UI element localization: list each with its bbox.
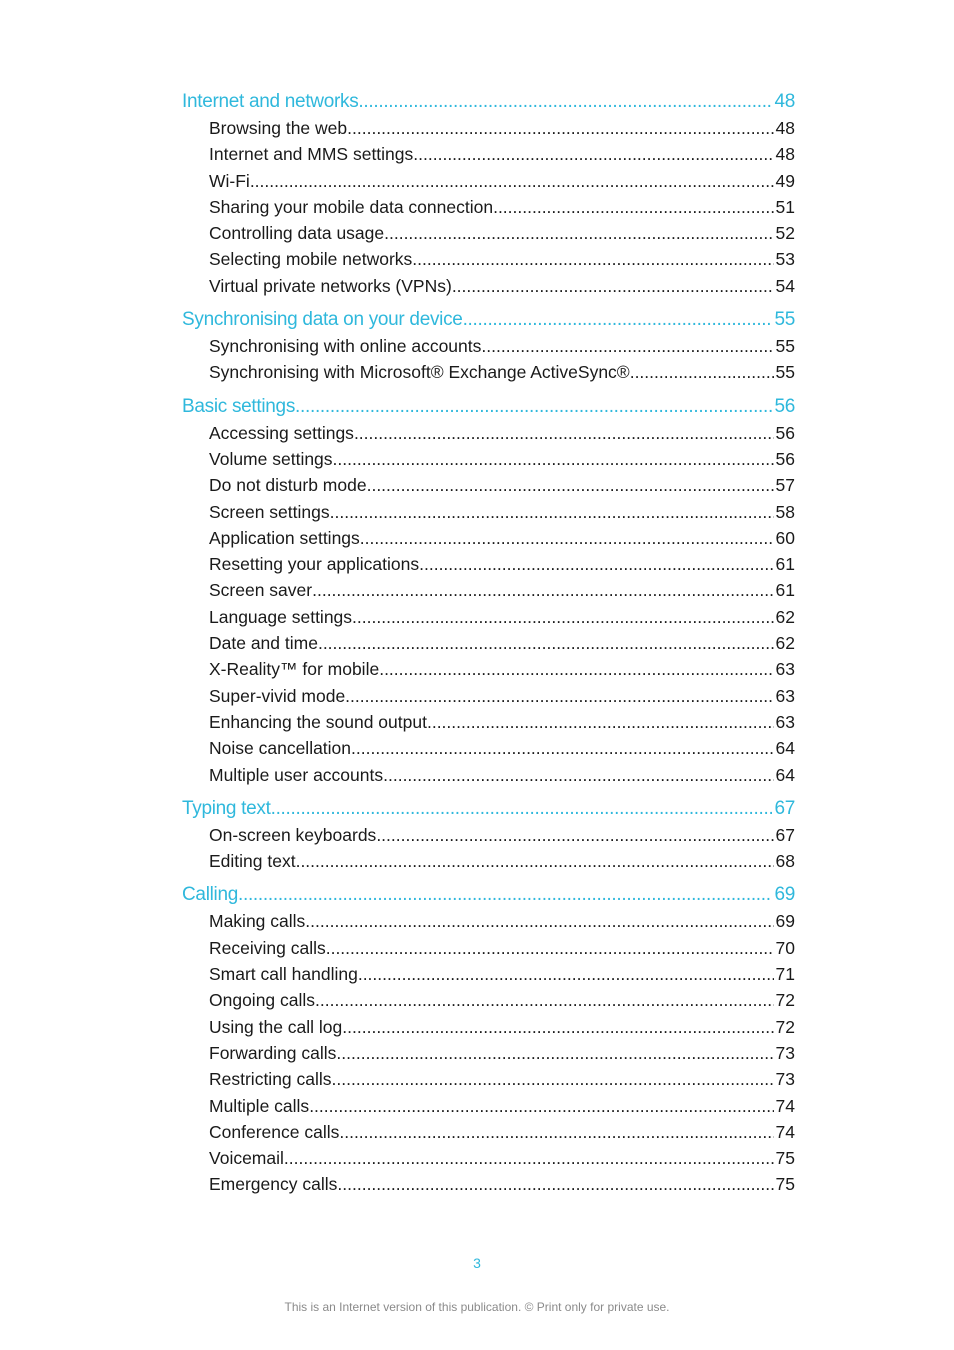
toc-entry-title: Sharing your mobile data connection	[209, 196, 494, 217]
toc-chapter-link[interactable]	[182, 795, 795, 822]
toc-entry-page: 48	[775, 144, 795, 165]
toc-entry-title: Controlling data usage	[209, 223, 385, 244]
dot-leader	[452, 273, 774, 299]
dot-leader	[332, 1066, 774, 1092]
dot-leader	[630, 359, 774, 385]
toc-chapter-title: Internet and networks	[182, 91, 359, 112]
dot-leader	[284, 1145, 774, 1171]
dot-leader	[412, 246, 773, 272]
dot-leader	[358, 88, 772, 115]
toc-entry-title: Synchronising with online accounts	[209, 336, 482, 357]
toc-entry-link[interactable]	[182, 908, 795, 934]
toc-entry-title: Accessing settings	[209, 422, 354, 443]
toc-chapter-title: Typing text	[182, 797, 271, 819]
toc-entry-page: 53	[775, 249, 795, 270]
dot-leader	[351, 735, 774, 761]
dot-leader	[347, 115, 773, 141]
toc-entry-page: 48	[775, 118, 795, 138]
toc-entry-page: 56	[775, 448, 795, 469]
dot-leader	[238, 881, 772, 908]
toc-entry-link[interactable]	[182, 246, 795, 272]
dot-leader	[312, 577, 773, 603]
dot-leader	[352, 604, 773, 630]
toc-entry-title: Multiple user accounts	[209, 764, 384, 785]
toc-entry-link[interactable]	[182, 359, 795, 385]
toc-entry-link[interactable]	[182, 656, 795, 682]
toc-entry-link[interactable]	[182, 735, 795, 761]
dot-leader	[250, 168, 774, 194]
dot-leader	[354, 420, 774, 446]
toc-entry-title: Ongoing calls	[209, 990, 316, 1011]
dot-leader	[360, 525, 774, 551]
toc-entry-title: Volume settings	[209, 448, 333, 469]
toc-entry-link[interactable]	[182, 525, 795, 551]
dot-leader	[315, 987, 773, 1013]
toc-section	[182, 88, 795, 299]
toc-chapter-page: 67	[774, 797, 795, 819]
dot-leader	[345, 683, 773, 709]
toc-section	[182, 393, 795, 788]
toc-entry-title: Using the call log	[209, 1016, 343, 1037]
toc-entry-page: 55	[775, 336, 795, 357]
toc-entry-page: 64	[775, 764, 795, 785]
toc-entry-link[interactable]	[182, 987, 795, 1013]
toc-chapter-link[interactable]	[182, 88, 795, 115]
toc-entry-title: Do not disturb mode	[209, 475, 367, 496]
toc-chapter-link[interactable]	[182, 393, 795, 420]
toc-entry-title: Making calls	[209, 911, 306, 932]
toc-entry-page: 73	[775, 1069, 795, 1090]
page-number: 3	[473, 1255, 481, 1271]
toc-entry-title: On-screen keyboards	[209, 824, 377, 845]
toc-entry-page: 61	[775, 554, 795, 575]
dot-leader	[336, 1040, 773, 1066]
toc-chapter-title: Basic settings	[182, 395, 296, 417]
table-of-contents	[182, 88, 795, 1205]
toc-entry-link[interactable]	[182, 604, 795, 630]
toc-entry-link[interactable]	[182, 472, 795, 498]
toc-entry-title: Date and time	[209, 633, 318, 654]
toc-entry-title: Super-vivid mode	[209, 685, 346, 706]
toc-chapter-page: 55	[774, 309, 795, 331]
toc-chapter-link[interactable]	[182, 881, 795, 908]
toc-entry-page: 64	[775, 738, 795, 759]
toc-entry-link[interactable]	[182, 1066, 795, 1092]
toc-entry-link[interactable]	[182, 551, 795, 577]
toc-entry-page: 61	[775, 580, 795, 601]
toc-entry-link[interactable]	[182, 499, 795, 525]
dot-leader	[295, 393, 772, 420]
toc-entry-page: 60	[775, 527, 795, 548]
toc-entry-page: 69	[775, 911, 795, 932]
toc-entry-page: 57	[775, 475, 795, 496]
toc-entry-link[interactable]	[182, 141, 795, 167]
dot-leader	[333, 446, 774, 472]
toc-entry-link[interactable]	[182, 630, 795, 656]
toc-entry-title: Browsing the web	[209, 118, 348, 138]
toc-entry-title: Multiple calls	[209, 1095, 310, 1116]
toc-section	[182, 795, 795, 875]
dot-leader	[384, 220, 773, 246]
toc-entry-title: Application settings	[209, 527, 360, 548]
toc-chapter-title: Synchronising data on your device	[182, 309, 463, 331]
toc-chapter-title: Calling	[182, 884, 238, 906]
toc-entry-page: 49	[775, 170, 795, 191]
toc-entry-title: Editing text	[209, 851, 296, 872]
toc-chapter-page: 69	[774, 884, 795, 906]
toc-entry-title: Emergency calls	[209, 1174, 338, 1195]
toc-entry-title: Restricting calls	[209, 1069, 332, 1090]
dot-leader	[305, 908, 773, 934]
toc-entry-link[interactable]	[182, 848, 795, 874]
dot-leader	[463, 306, 773, 333]
toc-entry-title: Screen saver	[209, 580, 313, 601]
dot-leader	[379, 656, 773, 682]
toc-entry-title: Voicemail	[209, 1148, 284, 1169]
dot-leader	[419, 551, 773, 577]
toc-entry-title: Screen settings	[209, 501, 330, 522]
dot-leader	[296, 848, 774, 874]
dot-leader	[383, 762, 773, 788]
toc-entry-page: 62	[775, 606, 795, 627]
toc-entry-page: 55	[775, 362, 795, 383]
toc-entry-link[interactable]	[182, 709, 795, 735]
toc-entry-link[interactable]	[182, 1145, 795, 1171]
dot-leader	[326, 935, 774, 961]
toc-entry-title: X-Reality™ for mobile	[209, 659, 380, 680]
toc-entry-link[interactable]	[182, 935, 795, 961]
toc-entry-title: Forwarding calls	[209, 1042, 337, 1063]
dot-leader	[337, 1171, 773, 1197]
toc-entry-page: 63	[775, 711, 795, 732]
toc-entry-title: Receiving calls	[209, 937, 326, 958]
toc-entry-title: Synchronising with Microsoft® Exchange ActiveSync®	[209, 362, 630, 383]
toc-entry-page: 72	[775, 1016, 795, 1037]
dot-leader	[481, 333, 773, 359]
toc-entry-link[interactable]	[182, 333, 795, 359]
toc-entry-link[interactable]	[182, 1040, 795, 1066]
toc-entry-link[interactable]	[182, 762, 795, 788]
toc-entry-link[interactable]	[182, 194, 795, 220]
toc-chapter-link[interactable]	[182, 306, 795, 333]
toc-entry-page: 71	[775, 964, 795, 985]
toc-entry-title: Resetting your applications	[209, 554, 420, 575]
toc-entry-link[interactable]	[182, 420, 795, 446]
toc-entry-page: 70	[775, 937, 795, 958]
dot-leader	[427, 709, 774, 735]
dot-leader	[376, 822, 773, 848]
dot-leader	[330, 499, 774, 525]
toc-entry-page: 74	[775, 1121, 795, 1142]
toc-entry-title: Internet and MMS settings	[209, 144, 414, 165]
toc-entry-page: 72	[775, 990, 795, 1011]
toc-entry-link[interactable]	[182, 273, 795, 299]
dot-leader	[271, 795, 773, 822]
dot-leader	[318, 630, 774, 656]
dot-leader	[339, 1119, 773, 1145]
toc-entry-title: Selecting mobile networks	[209, 249, 413, 270]
dot-leader	[358, 961, 774, 987]
toc-entry-link[interactable]	[182, 1171, 795, 1197]
toc-entry-link[interactable]	[182, 220, 795, 246]
dot-leader	[367, 472, 774, 498]
toc-entry-title: Virtual private networks (VPNs)	[209, 275, 452, 296]
toc-entry-page: 74	[775, 1095, 795, 1116]
toc-entry-title: Wi-Fi	[209, 170, 250, 191]
toc-entry-link[interactable]	[182, 115, 795, 141]
toc-entry-page: 63	[775, 685, 795, 706]
toc-chapter-page: 56	[774, 395, 795, 417]
toc-entry-link[interactable]	[182, 822, 795, 848]
dot-leader	[309, 1093, 773, 1119]
toc-entry-link[interactable]	[182, 1093, 795, 1119]
toc-entry-page: 62	[775, 633, 795, 654]
dot-leader	[413, 141, 773, 167]
toc-entry-page: 63	[775, 659, 795, 680]
toc-entry-link[interactable]	[182, 1119, 795, 1145]
toc-entry-link[interactable]	[182, 961, 795, 987]
toc-chapter-page: 48	[774, 91, 795, 112]
toc-entry-page: 73	[775, 1042, 795, 1063]
toc-entry-page: 52	[775, 223, 795, 244]
toc-section	[182, 881, 795, 1197]
toc-entry-page: 54	[775, 275, 795, 296]
dot-leader	[342, 1014, 773, 1040]
toc-entry-page: 67	[775, 824, 795, 845]
toc-entry-page: 75	[775, 1174, 795, 1195]
toc-entry-title: Language settings	[209, 606, 353, 627]
toc-entry-link[interactable]	[182, 683, 795, 709]
toc-entry-link[interactable]	[182, 1014, 795, 1040]
toc-entry-title: Smart call handling	[209, 964, 358, 985]
toc-entry-page: 56	[775, 422, 795, 443]
toc-entry-title: Enhancing the sound output	[209, 711, 427, 732]
toc-section	[182, 306, 795, 386]
toc-entry-page: 58	[775, 501, 795, 522]
toc-entry-page: 51	[775, 196, 795, 217]
toc-entry-title: Noise cancellation	[209, 738, 352, 759]
toc-entry-page: 75	[775, 1148, 795, 1169]
toc-entry-title: Conference calls	[209, 1121, 340, 1142]
toc-entry-link[interactable]	[182, 168, 795, 194]
dot-leader	[493, 194, 773, 220]
toc-entry-link[interactable]	[182, 577, 795, 603]
toc-entry-page: 68	[775, 851, 795, 872]
toc-entry-link[interactable]	[182, 446, 795, 472]
footer-note: This is an Internet version of this publication. © Print only for private use.	[284, 1300, 670, 1314]
